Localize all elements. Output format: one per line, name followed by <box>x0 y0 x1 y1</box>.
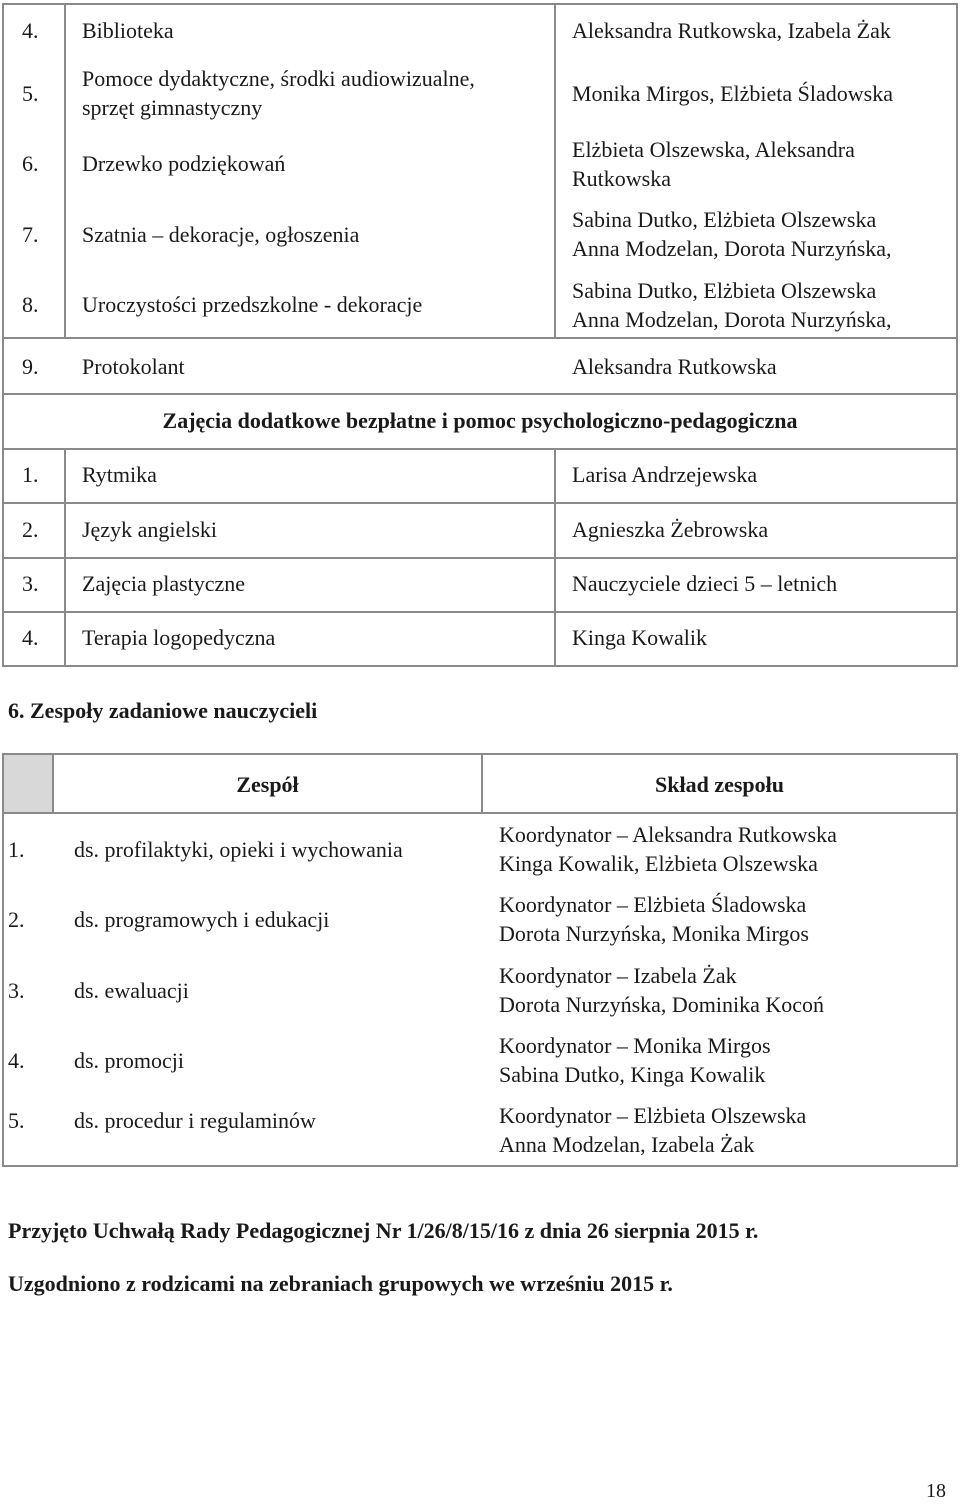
task-name: sprzęt gimnastyczny <box>82 95 263 120</box>
task-name: Uroczystości przedszkolne - dekoracje <box>82 292 423 317</box>
table-row-number: 5. <box>8 1108 25 1133</box>
activity-name: Terapia logopedyczna <box>82 625 276 650</box>
task-people: Aleksandra Rutkowska, Izabela Żak <box>572 18 891 43</box>
table-row-number: 3. <box>22 571 39 596</box>
header-members: Skład zespołu <box>655 772 784 797</box>
section-header: Zajęcia dodatkowe bezpłatne i pomoc psychologiczno-pedagogiczna <box>162 408 798 433</box>
task-people: Sabina Dutko, Elżbieta Olszewska <box>572 207 877 232</box>
table-row-number: 5. <box>22 81 39 106</box>
team-name: ds. programowych i edukacji <box>74 907 330 932</box>
agreement-note: Uzgodniono z rodzicami na zebraniach grupowych we wrześniu 2015 r. <box>8 1271 673 1296</box>
table-row-number: 8. <box>22 292 39 317</box>
task-people: Rutkowska <box>572 166 671 191</box>
task-name: Drzewko podziękowań <box>82 151 286 176</box>
task-name: Protokolant <box>82 354 185 379</box>
task-people: Sabina Dutko, Elżbieta Olszewska <box>572 278 877 303</box>
table-row-number: 7. <box>22 222 39 247</box>
team-members: Koordynator – Izabela Żak <box>499 963 737 988</box>
activity-teacher: Nauczyciele dzieci 5 – letnich <box>572 571 838 596</box>
table-row-number: 6. <box>22 151 39 176</box>
page-number: 18 <box>926 1480 946 1502</box>
table-row-number: 1. <box>8 837 25 862</box>
resolution-note: Przyjęto Uchwałą Rady Pedagogicznej Nr 1/26/8/15/16 z dnia 26 sierpnia 2015 r. <box>8 1218 759 1243</box>
table-row-number: 3. <box>8 978 25 1003</box>
activity-name: Język angielski <box>82 517 218 542</box>
team-members: Sabina Dutko, Kinga Kowalik <box>499 1062 766 1087</box>
task-name: Szatnia – dekoracje, ogłoszenia <box>82 222 360 247</box>
task-people: Anna Modzelan, Dorota Nurzyńska, <box>572 236 892 261</box>
team-members: Koordynator – Aleksandra Rutkowska <box>499 822 837 847</box>
table-row-number: 1. <box>22 462 39 487</box>
task-people: Anna Modzelan, Dorota Nurzyńska, <box>572 307 892 332</box>
table-row-number: 2. <box>8 907 25 932</box>
activity-teacher: Larisa Andrzejewska <box>572 462 758 487</box>
task-people: Aleksandra Rutkowska <box>572 354 777 379</box>
team-name: ds. promocji <box>74 1048 184 1073</box>
table-row-number: 4. <box>8 1048 25 1073</box>
team-members: Kinga Kowalik, Elżbieta Olszewska <box>499 851 818 876</box>
activity-teacher: Agnieszka Żebrowska <box>572 517 769 542</box>
activity-name: Rytmika <box>82 462 157 487</box>
team-members: Anna Modzelan, Izabela Żak <box>499 1132 755 1157</box>
table-row-number: 4. <box>22 18 39 43</box>
team-members: Koordynator – Elżbieta Olszewska <box>499 1103 807 1128</box>
section-title: 6. Zespoły zadaniowe nauczycieli <box>8 698 318 723</box>
table-row-number: 9. <box>22 354 39 379</box>
header-shaded-cell <box>4 755 52 812</box>
activity-name: Zajęcia plastyczne <box>82 571 246 596</box>
task-people: Elżbieta Olszewska, Aleksandra <box>572 137 855 162</box>
activity-teacher: Kinga Kowalik <box>572 625 708 650</box>
team-members: Dorota Nurzyńska, Dominika Kocoń <box>499 992 825 1017</box>
team-members: Koordynator – Monika Mirgos <box>499 1033 771 1058</box>
header-team: Zespół <box>236 772 299 797</box>
team-name: ds. profilaktyki, opieki i wychowania <box>74 837 403 862</box>
team-members: Dorota Nurzyńska, Monika Mirgos <box>499 921 809 946</box>
team-name: ds. procedur i regulaminów <box>74 1108 316 1133</box>
task-people: Monika Mirgos, Elżbieta Śladowska <box>572 81 893 106</box>
table-row-number: 2. <box>22 517 39 542</box>
team-members: Koordynator – Elżbieta Śladowska <box>499 892 807 917</box>
table-row-number: 4. <box>22 625 39 650</box>
task-name: Biblioteka <box>82 18 174 43</box>
team-name: ds. ewaluacji <box>74 978 189 1003</box>
task-name: Pomoce dydaktyczne, środki audiowizualne, <box>82 66 475 91</box>
